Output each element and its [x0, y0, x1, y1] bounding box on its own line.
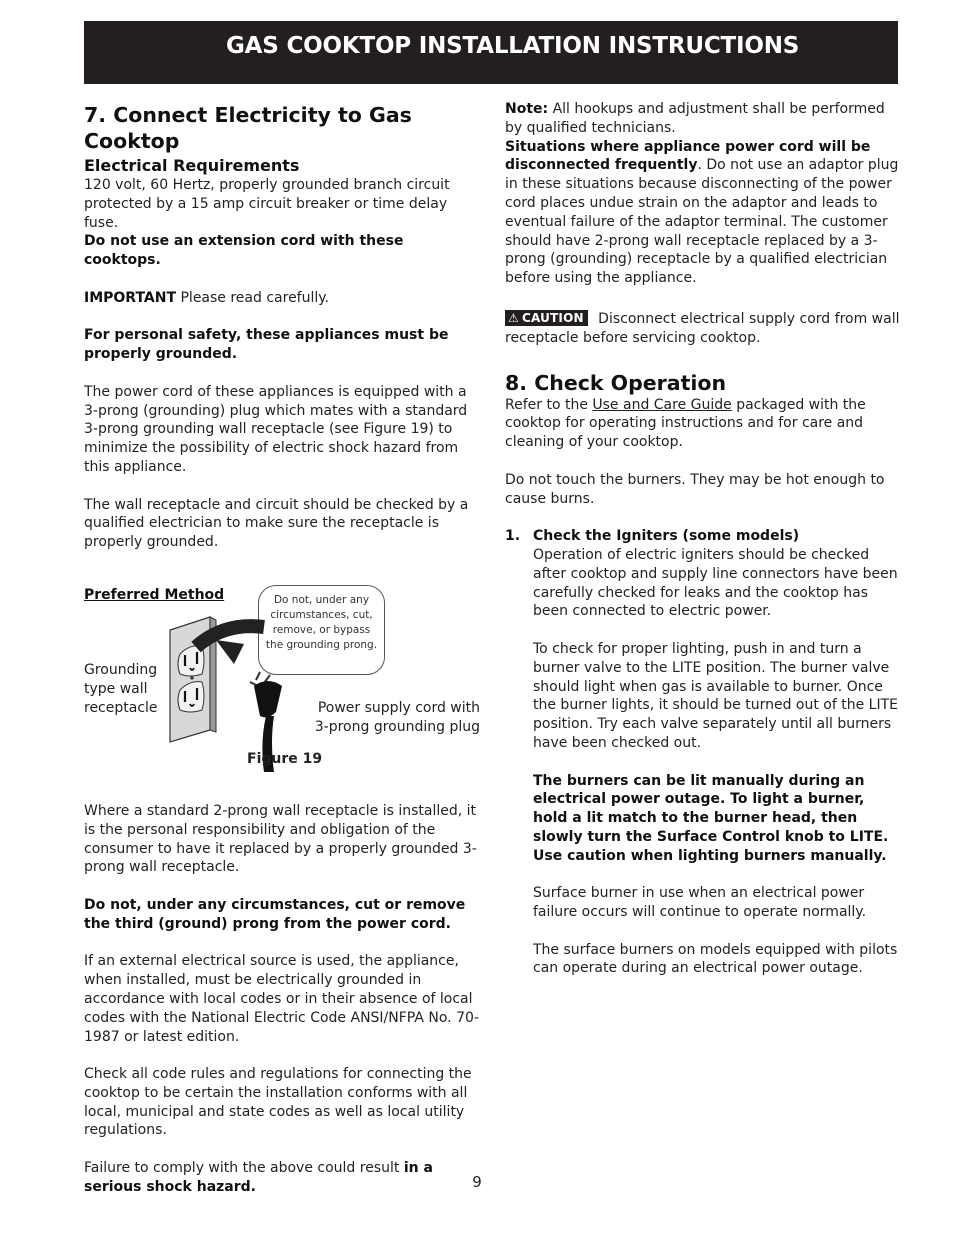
refer-prefix: Refer to the [505, 396, 593, 413]
use-and-care-guide-link: Use and Care Guide [592, 396, 732, 413]
step-1-title: Check the Igniters (some models) [533, 528, 800, 545]
power-requirements [84, 176, 479, 270]
left-column [84, 100, 479, 1215]
power-failure-paragraph: Surface burner in use when an electrical power failure occurs will continue to operate normally. [533, 885, 867, 921]
step-1-body [505, 546, 900, 978]
step-1-number: 1. [505, 528, 521, 545]
note-label: Note: [505, 101, 549, 117]
manual-light-text: The burners can be lit manually during an electrical power outage. To light a burner, hold a lit match to the burner head, then slowly turn the Surface Control knob to LITE. Use caution when lighting burners manually. [533, 772, 889, 864]
situations-bold: Situations where appliance power cord will be disconnected frequently [505, 138, 871, 174]
warning-bubble: Do not, under any circumstances, cut, remove, or bypass the grounding prong. [258, 585, 385, 675]
safety-text: For personal safety, these appliances must be properly grounded. [84, 327, 449, 363]
important-label: IMPORTANT [84, 289, 177, 306]
power-cord-paragraph: The power cord of these appliances is equipped with a 3-prong (grounding) plug which mates with a standard 3-prong grounding wall receptacle (see Figure 19) to minimize the possibility of electric shock hazard from this appliance. [84, 383, 468, 475]
note-text: All hookups and adjustment shall be performed by qualified technicians. [505, 101, 885, 136]
section-8-title: 8. Check Operation [505, 370, 727, 395]
situations-paragraph [505, 138, 900, 288]
warning-triangle-icon: ⚠ [508, 310, 519, 325]
safety-paragraph [84, 326, 479, 364]
step-1-heading [505, 527, 900, 546]
situations-text: . Do not use an adaptor plug in these situations because disconnecting of the power cord places undue strain on the adaptor and leads to eventual failure of the adaptor terminal. The customer should have 2-prong wall receptacle replaced by a 3-prong (grounding) receptacle by a qualified electrician before using the appliance. [505, 157, 899, 287]
refer-paragraph [505, 396, 900, 452]
code-rules-paragraph: Check all code rules and regulations for connecting the cooktop to be certain the installation conforms with all local, municipal and state codes as well as local utility regulations. [84, 1066, 472, 1139]
electrical-requirements-heading: Electrical Requirements [84, 156, 300, 175]
receptacle-label: Grounding type wall receptacle [84, 661, 158, 716]
figure-19 [84, 582, 479, 782]
note-paragraph [505, 100, 900, 138]
title-banner [84, 21, 898, 84]
section-7-title: 7. Connect Electricity to Gas Cooktop [84, 103, 412, 153]
manual-light-paragraph [533, 772, 900, 866]
failure-prefix: Failure to comply with the above could result [84, 1160, 404, 1177]
page-number: 9 [472, 1173, 482, 1191]
hot-burners-paragraph: Do not touch the burners. They may be hot enough to cause burns. [505, 471, 885, 507]
important-text: Please read carefully. [176, 289, 329, 306]
caution-label: CAUTION [521, 310, 584, 325]
power-line: 120 volt, 60 Hertz, properly grounded branch circuit protected by a 15 amp circuit breaker or time delay fuse. [84, 177, 450, 231]
do-not-cut-paragraph [84, 896, 479, 934]
external-source-paragraph: If an external electrical source is used, the appliance, when installed, must be electrically grounded in accordance with local codes or in their absence of local codes with the National Electric Code ANSI/NFPA No. 70-1987 or latest edition. [84, 953, 479, 1045]
cord-label: Power supply cord with 3-prong grounding plug [314, 699, 480, 735]
refer-suffix: packaged with the cooktop for operating instructions and for care and cleaning of your cooktop. [505, 396, 866, 451]
important-note [84, 289, 479, 308]
failure-bold: in a serious shock hazard. [84, 1160, 433, 1195]
igniters-paragraph: Operation of electric igniters should be checked after cooktop and supply line connectors have been carefully checked for leaks and the cooktop has been connected to electric power. [533, 546, 898, 620]
do-not-cut-text: Do not, under any circumstances, cut or remove the third (ground) prong from the power cord. [84, 896, 466, 932]
caution-text: Disconnect electrical supply cord from wall receptacle before servicing cooktop. [505, 310, 900, 346]
figure-caption: Figure 19 [247, 750, 323, 767]
pilots-paragraph: The surface burners on models equipped with pilots can operate during an electrical power outage. [533, 941, 898, 977]
page-title: GAS COOKTOP INSTALLATION INSTRUCTIONS [226, 33, 800, 59]
no-extension-cord: Do not use an extension cord with these cooktops. [84, 233, 404, 269]
caution-badge [505, 310, 588, 326]
two-prong-paragraph: Where a standard 2-prong wall receptacle is installed, it is the personal responsibility and obligation of the consumer to have it replaced by a properly grounded 3-prong wall receptacle. [84, 802, 477, 876]
wall-receptacle-paragraph: The wall receptacle and circuit should be checked by a qualified electrician to make sure the receptacle is properly grounded. [84, 496, 469, 551]
caution-paragraph [505, 310, 900, 348]
lighting-paragraph: To check for proper lighting, push in and turn a burner valve to the LITE position. The burner valve should light when gas is available to burner. Once the burner lights, it should be turned out of the LITE position. Try each valve separately until all burners have been checked out. [533, 640, 898, 751]
preferred-method-text: Preferred Method [84, 586, 225, 603]
right-column [505, 100, 900, 997]
